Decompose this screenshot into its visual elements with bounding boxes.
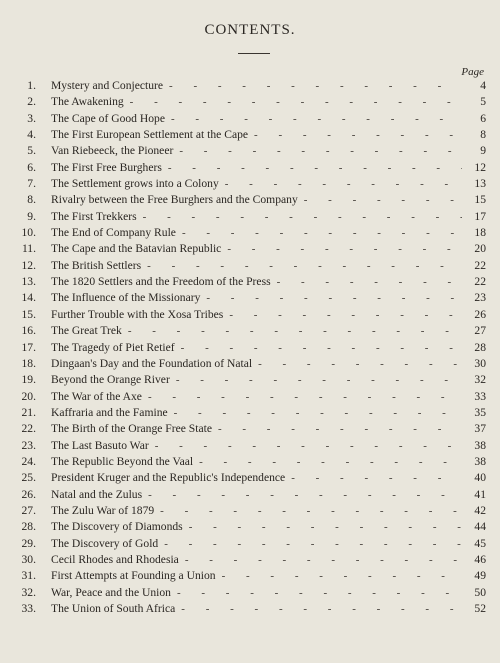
- entry-page: 37: [474, 422, 486, 436]
- entry-title: The Birth of the Orange Free State: [51, 422, 212, 436]
- entry-title: The Zulu War of 1879: [51, 503, 155, 517]
- entry-page: 12: [474, 160, 486, 174]
- entry-number: 32.: [21, 585, 36, 599]
- entry-page: 15: [474, 193, 486, 207]
- entry-number: 27.: [21, 503, 36, 517]
- toc-entry: [0, 470, 500, 486]
- entry-page: 45: [474, 536, 486, 550]
- entry-title: Beyond the Orange River: [51, 373, 170, 387]
- entry-number: 26.: [21, 487, 36, 501]
- entry-number: 4.: [27, 128, 36, 142]
- leader-dots: [171, 111, 462, 127]
- entry-title: The Last Basuto War: [51, 438, 149, 452]
- toc-entry: [0, 307, 500, 323]
- entry-title: The Influence of the Missionary: [51, 291, 201, 305]
- page-column-label: Page: [461, 66, 484, 78]
- entry-number: 33.: [21, 602, 36, 615]
- entry-title: The Awakening: [51, 95, 124, 109]
- toc-entry: [0, 503, 500, 519]
- entry-page: 40: [474, 471, 486, 485]
- entry-page: 22: [474, 275, 486, 289]
- entry-title: The First Trekkers: [51, 209, 137, 223]
- leader-dots: [291, 470, 462, 486]
- entry-title: War, Peace and the Union: [51, 585, 171, 599]
- entry-title: The Discovery of Diamonds: [51, 520, 183, 534]
- entry-number: 13.: [21, 275, 36, 289]
- entry-page: 38: [474, 454, 486, 468]
- leader-dots: [254, 127, 462, 143]
- leader-dots: [199, 454, 462, 470]
- toc-entry: [0, 356, 500, 372]
- toc-entry: [0, 258, 500, 274]
- entry-page: 46: [474, 552, 486, 566]
- table-of-contents: [0, 78, 500, 617]
- entry-title: The Union of South Africa: [51, 602, 176, 615]
- entry-page: 30: [474, 356, 486, 370]
- entry-title: First Attempts at Founding a Union: [51, 569, 216, 583]
- entry-page: 42: [474, 503, 486, 517]
- toc-entry: [0, 487, 500, 503]
- entry-title: Further Trouble with the Xosa Tribes: [51, 307, 224, 321]
- leader-dots: [225, 176, 462, 192]
- toc-entry: [0, 323, 500, 339]
- toc-entry: [0, 372, 500, 388]
- leader-dots: [258, 356, 462, 372]
- leader-dots: [218, 421, 462, 437]
- toc-entry: [0, 78, 500, 94]
- toc-entry: [0, 160, 500, 176]
- entry-number: 30.: [21, 552, 36, 566]
- entry-page: 27: [474, 324, 486, 338]
- toc-entry: [0, 111, 500, 127]
- title-rule: [238, 53, 270, 54]
- leader-dots: [164, 536, 462, 552]
- leader-dots: [169, 78, 462, 94]
- entry-page: 4: [480, 79, 486, 92]
- entry-number: 16.: [21, 324, 36, 338]
- toc-entry: [0, 454, 500, 470]
- entry-page: 50: [474, 585, 486, 599]
- entry-page: 17: [474, 209, 486, 223]
- leader-dots: [168, 160, 462, 176]
- toc-entry: [0, 421, 500, 437]
- entry-page: 44: [474, 520, 486, 534]
- entry-number: 21.: [21, 405, 36, 419]
- entry-title: The Tragedy of Piet Retief: [51, 340, 175, 354]
- entry-number: 24.: [21, 454, 36, 468]
- leader-dots: [185, 552, 462, 568]
- entry-number: 18.: [21, 356, 36, 370]
- toc-entry: [0, 585, 500, 601]
- entry-number: 22.: [21, 422, 36, 436]
- leader-dots: [229, 307, 462, 323]
- entry-page: 5: [480, 95, 486, 109]
- entry-number: 29.: [21, 536, 36, 550]
- toc-entry: [0, 274, 500, 290]
- entry-title: The Discovery of Gold: [51, 536, 159, 550]
- entry-title: Mystery and Conjecture: [51, 79, 164, 92]
- leader-dots: [181, 340, 462, 356]
- entry-number: 5.: [27, 144, 36, 158]
- toc-entry: [0, 176, 500, 192]
- entry-number: 1.: [27, 79, 36, 92]
- toc-entry: [0, 209, 500, 225]
- entry-page: 33: [474, 389, 486, 403]
- leader-dots: [227, 241, 462, 257]
- leader-dots: [181, 601, 462, 617]
- entry-title: The First European Settlement at the Cape: [51, 128, 249, 142]
- leader-dots: [160, 503, 462, 519]
- entry-number: 10.: [21, 226, 36, 240]
- entry-page: 41: [474, 487, 486, 501]
- leader-dots: [155, 438, 462, 454]
- entry-number: 19.: [21, 373, 36, 387]
- leader-dots: [177, 585, 462, 601]
- entry-number: 12.: [21, 258, 36, 272]
- toc-entry: [0, 601, 500, 617]
- entry-page: 52: [474, 602, 486, 615]
- toc-entry: [0, 340, 500, 356]
- entry-number: 15.: [21, 307, 36, 321]
- toc-entry: [0, 552, 500, 568]
- entry-title: The Settlement grows into a Colony: [51, 177, 219, 191]
- entry-page: 49: [474, 569, 486, 583]
- toc-entry: [0, 241, 500, 257]
- entry-title: The Cape of Good Hope: [51, 111, 165, 125]
- entry-number: 3.: [27, 111, 36, 125]
- leader-dots: [182, 225, 462, 241]
- entry-page: 22: [474, 258, 486, 272]
- leader-dots: [147, 258, 462, 274]
- entry-page: 23: [474, 291, 486, 305]
- entry-number: 28.: [21, 520, 36, 534]
- toc-entry: [0, 389, 500, 405]
- page-title: CONTENTS.: [204, 22, 296, 38]
- entry-page: 9: [480, 144, 486, 158]
- toc-entry: [0, 519, 500, 535]
- leader-dots: [206, 290, 462, 306]
- entry-number: 20.: [21, 389, 36, 403]
- toc-entry: [0, 225, 500, 241]
- toc-entry: [0, 536, 500, 552]
- entry-number: 25.: [21, 471, 36, 485]
- entry-page: 35: [474, 405, 486, 419]
- leader-dots: [189, 519, 462, 535]
- entry-title: Rivalry between the Free Burghers and the Company: [51, 193, 298, 207]
- entry-number: 9.: [27, 209, 36, 223]
- entry-number: 8.: [27, 193, 36, 207]
- entry-number: 2.: [27, 95, 36, 109]
- toc-entry: [0, 192, 500, 208]
- entry-title: Dingaan's Day and the Foundation of Natal: [51, 356, 253, 370]
- entry-page: 32: [474, 373, 486, 387]
- toc-entry: [0, 568, 500, 584]
- entry-title: The Republic Beyond the Vaal: [51, 454, 194, 468]
- leader-dots: [179, 143, 462, 159]
- entry-title: The End of Company Rule: [51, 226, 176, 240]
- entry-title: Kaffraria and the Famine: [51, 405, 168, 419]
- entry-title: The Cape and the Batavian Republic: [51, 242, 222, 256]
- entry-title: The British Settlers: [51, 258, 142, 272]
- entry-number: 23.: [21, 438, 36, 452]
- entry-title: The Great Trek: [51, 324, 122, 338]
- entry-number: 6.: [27, 160, 36, 174]
- entry-page: 13: [474, 177, 486, 191]
- entry-page: 26: [474, 307, 486, 321]
- entry-title: The War of the Axe: [51, 389, 142, 403]
- entry-title: Cecil Rhodes and Rhodesia: [51, 552, 179, 566]
- entry-number: 14.: [21, 291, 36, 305]
- entry-page: 38: [474, 438, 486, 452]
- leader-dots: [304, 192, 462, 208]
- toc-entry: [0, 127, 500, 143]
- entry-title: The First Free Burghers: [51, 160, 162, 174]
- entry-title: President Kruger and the Republic's Independence: [51, 471, 286, 485]
- toc-entry: [0, 290, 500, 306]
- toc-entry: [0, 94, 500, 110]
- entry-title: The 1820 Settlers and the Freedom of the Press: [51, 275, 271, 289]
- entry-page: 28: [474, 340, 486, 354]
- leader-dots: [130, 94, 462, 110]
- leader-dots: [148, 389, 462, 405]
- leader-dots: [174, 405, 462, 421]
- entry-page: 20: [474, 242, 486, 256]
- entry-number: 11.: [21, 242, 36, 256]
- entry-title: Natal and the Zulus: [51, 487, 143, 501]
- entry-number: 7.: [27, 177, 36, 191]
- leader-dots: [143, 209, 462, 225]
- leader-dots: [222, 568, 462, 584]
- entry-page: 6: [480, 111, 486, 125]
- entry-page: 8: [480, 128, 486, 142]
- entry-title: Van Riebeeck, the Pioneer: [51, 144, 174, 158]
- toc-entry: [0, 438, 500, 454]
- leader-dots: [176, 372, 462, 388]
- entry-number: 17.: [21, 340, 36, 354]
- entry-number: 31.: [21, 569, 36, 583]
- leader-dots: [148, 487, 462, 503]
- toc-entry: [0, 405, 500, 421]
- entry-page: 18: [474, 226, 486, 240]
- leader-dots: [128, 323, 462, 339]
- leader-dots: [277, 274, 462, 290]
- toc-entry: [0, 143, 500, 159]
